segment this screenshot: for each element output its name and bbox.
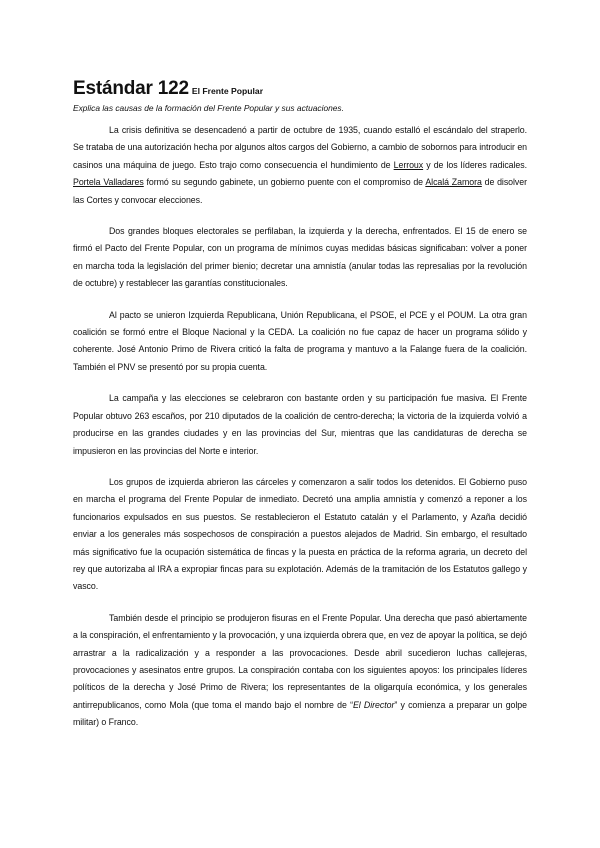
document-page — [73, 72, 527, 746]
paragraph-2: Dos grandes bloques electorales se perfilaban, la izquierda y la derecha, enfrentados. El 15 de enero se firmó el Pacto del Frente Popular, con un programa de mínimos cuyas medidas básicas significaban: volver a poner en marcha toda la legislación del primer bienio; decretar una amnistía (anular todas las represalias por la revolución de octubre) y restablecer las garantías constitucionales. — [73, 226, 527, 289]
paragraph-6-text-a: También desde el principio se produjeron fisuras en el Frente Popular. Una derecha que pasó abiertamente a la conspiración, el enfrentamiento y la provocación, y una izquierda obrera que, en vez de apoyar la política, se dejó arrastrar a la radicalización y a responder a las provocaciones. Desde abril sucedieron luchas callejeras, provocaciones y asesinatos entre grupos. La conspiración contaba con los siguientes apoyos: los principales líderes políticos de la derecha y José Primo de Rivera; los representantes de la oligarquía económica, y los generales antirrepublicanos, como Mola (que toma el mando bajo el nombre de “ — [73, 612, 527, 710]
paragraph-5: Los grupos de izquierda abrieron las cárceles y comenzaron a salir todos los detenidos. El Gobierno puso en marcha el programa del Frente Popular de inmediato. Decretó una amplia amnistía y comenzó a reponer a los funcionarios expulsados en sus puestos. Se restablecieron el Estatuto catalán y el Parlamento, y Azaña decidió enviar a los generales más sospechosos de conspiración a puestos alejados de Madrid. Sin embargo, el resultado más significativo fue la ocupación sistemática de fincas y la puesta en práctica de la reforma agraria, un decreto del rey que autorizaba al IRA a expropiar fincas para su explotación. Además de la tramitación de los Estatutos gallego y vasco. — [73, 476, 527, 592]
paragraph-1-text-d: de disolver las Cortes y convocar elecciones. — [73, 177, 527, 205]
el-director-name: El Director — [352, 699, 395, 710]
heading — [73, 72, 527, 102]
paragraph-1-text-c: formó su segundo gabinete, un gobierno puente con el compromiso de — [143, 177, 426, 188]
link-portela-valladares[interactable]: Portela Valladares — [73, 177, 144, 188]
paragraph-6-text-b: ” y comienza a preparar un golpe militar) o Franco. — [73, 699, 527, 728]
page-title: Estándar 122 — [73, 78, 189, 99]
paragraph-1-text-b: y de los líderes radicales. — [423, 159, 527, 170]
paragraph-1 — [73, 122, 527, 209]
paragraph-6 — [73, 610, 527, 732]
link-lerroux[interactable]: Lerroux — [393, 159, 424, 170]
link-alcala-zamora[interactable]: Alcalá Zamora — [425, 177, 482, 188]
paragraph-1-text-a: La crisis definitiva se desencadenó a partir de octubre de 1935, cuando estalló el escándalo del straperlo. Se trataba de una autorización hecha por algunos altos cargos del Gobierno, a cambio de sobornos para introducir en casinos una máquina de juego. Esto trajo como consecuencia el hundimiento de — [73, 125, 527, 170]
page-subtitle: El Frente Popular — [191, 86, 264, 96]
question-prompt: Explica las causas de la formación del Frente Popular y sus actuaciones. — [73, 103, 344, 113]
paragraph-3: Al pacto se unieron Izquierda Republicana, Unión Republicana, el PSOE, el PCE y el POUM. La otra gran coalición se formó entre el Bloque Nacional y la CEDA. La coalición no fue capaz de hacer un programa sólido y coherente. José Antonio Primo de Rivera criticó la falta de programa y mantuvo a la Falange fuera de la coalición. También el PNV se presentó por su propia cuenta. — [73, 309, 527, 372]
paragraph-4: La campaña y las elecciones se celebraron con bastante orden y su participación fue masiva. El Frente Popular obtuvo 263 escaños, por 210 diputados de la coalición de centro-derecha; la victoria de la izquierda volvió a producirse en las grandes ciudades y en las provincias del Sur, mientras que las candidaturas de derecha se impusieron en las provincias del Norte e interior. — [73, 393, 527, 456]
